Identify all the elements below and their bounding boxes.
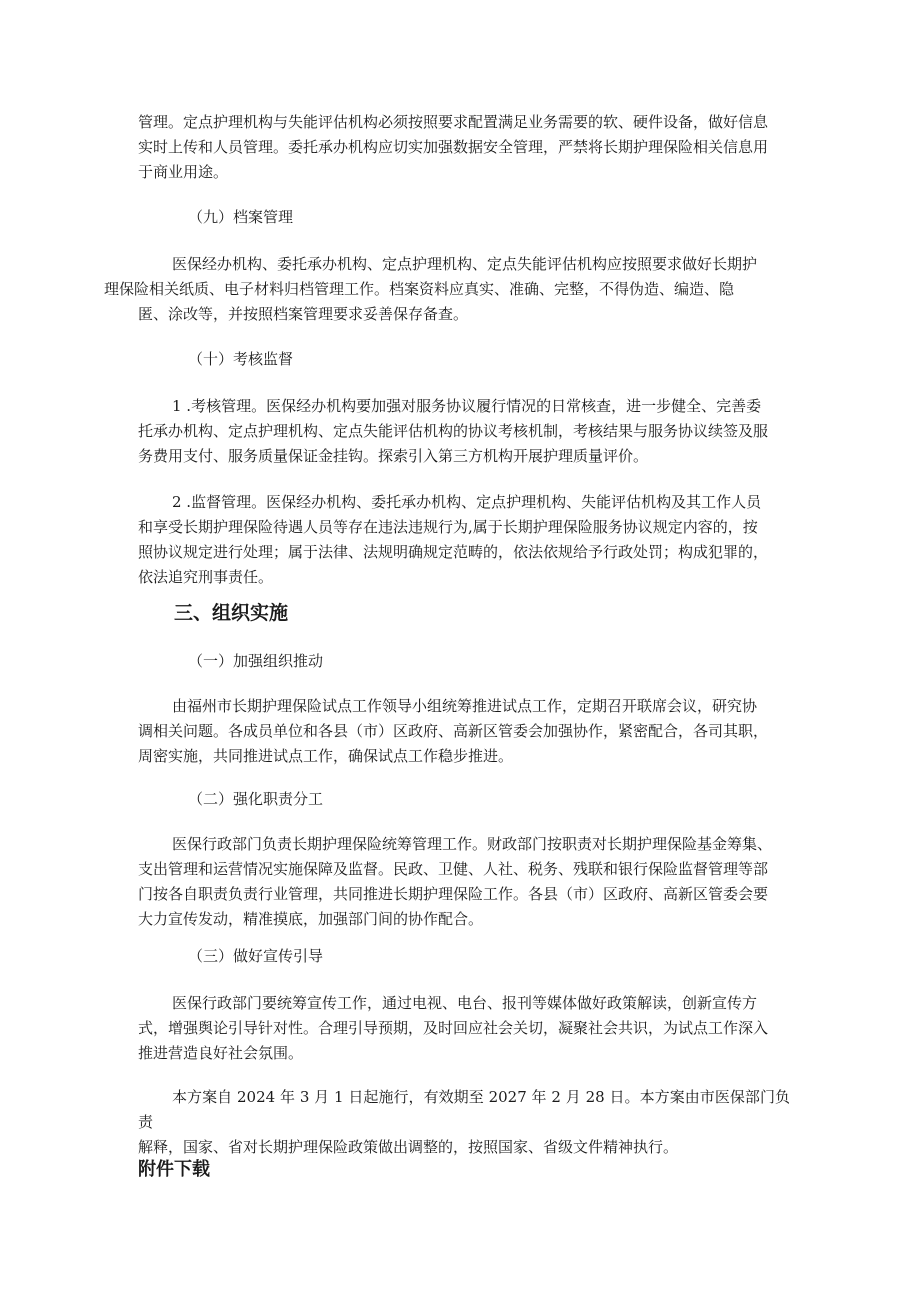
- paragraph-organization: [138, 694, 790, 769]
- section-heading-archive: [138, 205, 790, 230]
- attachment-download-heading[interactable]: [138, 1156, 790, 1184]
- text-line: 和享受长期护理保险待遇人员等存在违法违规行为,属于长期护理保险服务协议规定内容的，按: [138, 518, 758, 536]
- text-line: 大力宣传发动，精准摸底，加强部门间的协作配合。: [138, 910, 484, 928]
- text-line: 托承办机构、定点护理机构、定点失能评估机构的协议考核机制，考核结果与服务协议续签及服: [138, 422, 769, 440]
- heading-text: （九）档案管理: [188, 208, 294, 226]
- text-line: 2 .监督管理。医保经办机构、委托承办机构、定点护理机构、失能评估机构及其工作人员: [172, 493, 762, 511]
- text-line: 本方案自 2024 年 3 月 1 日起施行，有效期至 2027 年 2 月 28 日。本方案由市医保部门负责: [138, 1088, 790, 1131]
- subheading-responsibility: [138, 787, 790, 812]
- text-line: 式，增强舆论引导针对性。合理引导预期，及时回应社会关切，凝聚社会共识，为试点工作深入: [138, 1019, 769, 1037]
- section-heading-assessment: [138, 347, 790, 372]
- text-line: 门按各自职责负责行业管理，共同推进长期护理保险工作。各县（市）区政府、高新区管委会要: [138, 885, 769, 903]
- text-line: 调相关问题。各成员单位和各县（市）区政府、高新区管委会加强协作，紧密配合，各司其职，: [138, 722, 769, 740]
- text-line: 理保险相关纸质、电子材料归档管理工作。档案资料应真实、准确、完整，不得伪造、编造、隐: [104, 280, 735, 298]
- paragraph-publicity: [138, 991, 790, 1066]
- text-line: 周密实施，共同推进试点工作，确保试点工作稳步推进。: [138, 747, 514, 765]
- text-line: 医保行政部门要统筹宣传工作，通过电视、电台、报刊等媒体做好政策解读，创新宣传方: [172, 994, 758, 1012]
- text-line: 1 .考核管理。医保经办机构要加强对服务协议履行情况的日常核查，进一步健全、完善委: [172, 397, 762, 415]
- heading-text: （一）加强组织推动: [188, 652, 324, 670]
- paragraph-assessment-management: [138, 394, 790, 469]
- text-line: 依法追究刑事责任。: [138, 568, 274, 586]
- text-line: 务费用支付、服务质量保证金挂钩。探索引入第三方机构开展护理质量评价。: [138, 447, 649, 465]
- paragraph-data-management: [138, 110, 790, 185]
- text-line: 照协议规定进行处理；属于法律、法规明确规定范畴的，依法依规给予行政处罚；构成犯罪的，: [138, 543, 769, 561]
- text-line: 于商业用途。: [138, 163, 229, 181]
- text-line: 匿、涂改等，并按照档案管理要求妥善保存备查。: [138, 305, 469, 323]
- text-line: 支出管理和运营情况实施保障及监督。民政、卫健、人社、税务、残联和银行保险监督管理等部: [138, 860, 769, 878]
- subheading-organization: [138, 649, 790, 674]
- paragraph-archive: [104, 252, 790, 327]
- text-line: 由福州市长期护理保险试点工作领导小组统筹推进试点工作，定期召开联席会议，研究协: [172, 697, 758, 715]
- text-line: 管理。定点护理机构与失能评估机构必须按照要求配置满足业务需要的软、硬件设备，做好信息: [138, 113, 769, 131]
- paragraph-responsibility: [138, 832, 790, 932]
- heading-text: （二）强化职责分工: [188, 790, 324, 808]
- text-line: 医保经办机构、委托承办机构、定点护理机构、定点失能评估机构应按照要求做好长期护: [172, 255, 758, 273]
- subheading-publicity: [138, 944, 790, 969]
- text-line: 解释，国家、省对长期护理保险政策做出调整的，按照国家、省级文件精神执行。: [138, 1138, 679, 1156]
- text-line: 实时上传和人员管理。委托承办机构应切实加强数据安全管理，严禁将长期护理保险相关信息用: [138, 138, 769, 156]
- text-line: 医保行政部门负责长期护理保险统筹管理工作。财政部门按职责对长期护理保险基金筹集、: [172, 835, 773, 853]
- heading-text: （三）做好宣传引导: [188, 947, 324, 965]
- section-heading-implementation: [138, 599, 790, 627]
- attachment-download-link[interactable]: 附件下载: [138, 1159, 210, 1180]
- paragraph-effective-date: [138, 1085, 790, 1160]
- heading-text: （十）考核监督: [188, 350, 294, 368]
- paragraph-supervision-management: [138, 490, 790, 590]
- heading-text: 三、组织实施: [174, 602, 289, 624]
- text-line: 推进营造良好社会氛围。: [138, 1044, 304, 1062]
